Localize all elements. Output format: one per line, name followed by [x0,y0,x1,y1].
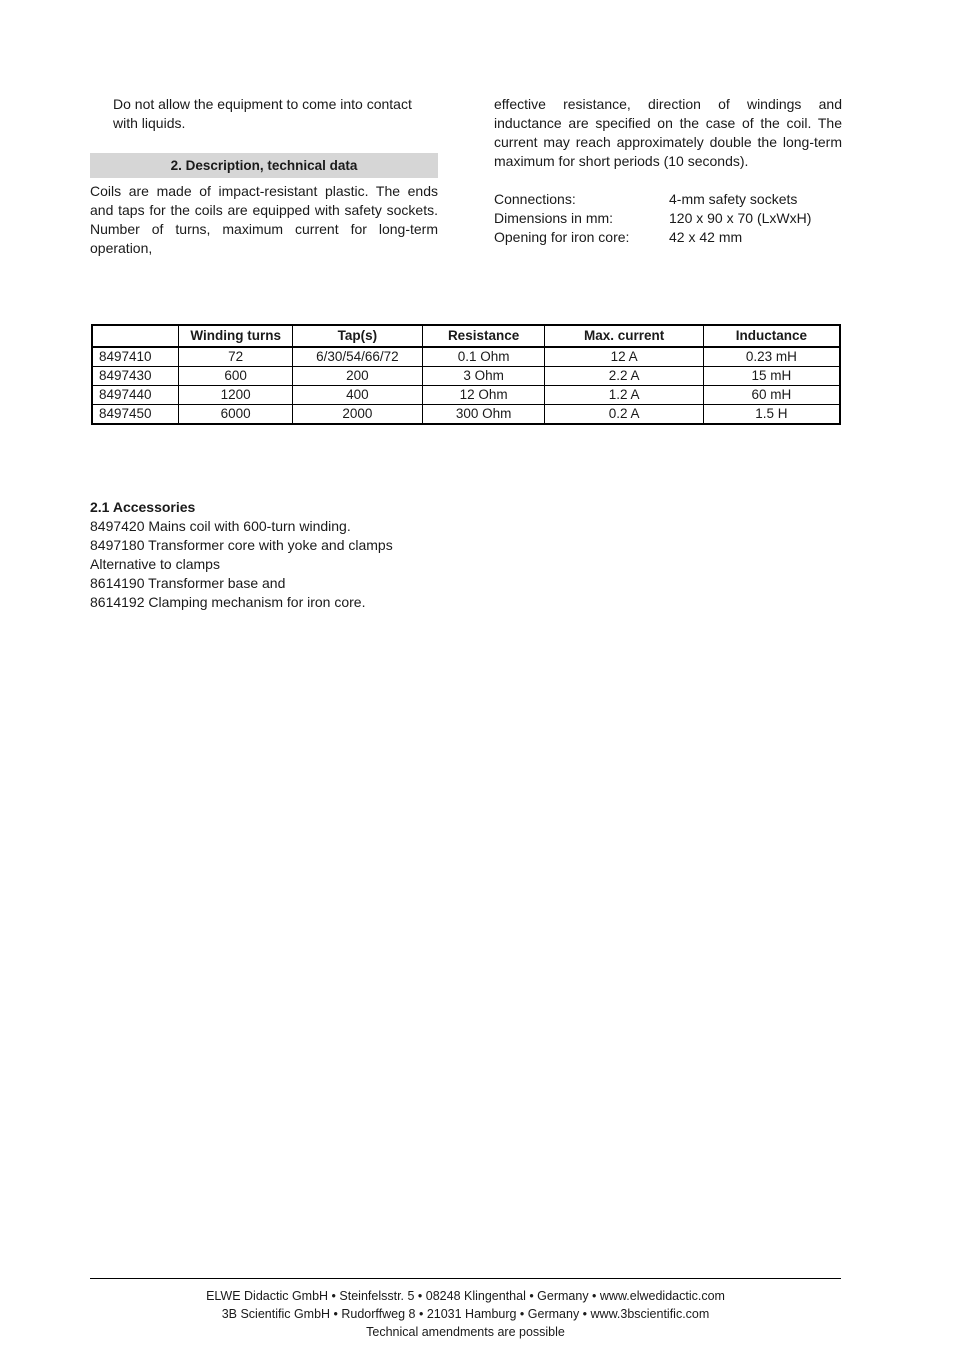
table-cell: 200 [293,367,423,386]
right-column [494,95,842,247]
table-cell: 3 Ohm [422,367,545,386]
column-header: Max. current [545,325,703,347]
description-continuation: effective resistance, direction of windings and inductance are specified on the case of the coil. The current may reach approximately double the long-term maximum for short periods (10 seconds). [494,96,842,169]
table-cell: 0.1 Ohm [422,347,545,367]
spec-row [494,228,811,247]
spec-value: 4-mm safety sockets [669,191,798,207]
footer [90,1287,841,1341]
table-header-row [92,325,840,347]
table-cell: 72 [179,347,293,367]
accessories-heading: 2.1 Accessories [90,499,196,515]
spec-label: Opening for iron core: [494,229,630,245]
table-cell: 8497430 [92,367,179,386]
table-cell: 1200 [179,386,293,405]
spec-value: 120 x 90 x 70 (LxWxH) [669,210,812,226]
table-cell: 2000 [293,405,423,425]
table-cell: 15 mH [703,367,840,386]
column-header: Inductance [703,325,840,347]
section-heading-description: 2. Description, technical data [90,153,438,178]
footer-line-amendments: Technical amendments are possible [366,1325,565,1339]
table-cell: 6/30/54/66/72 [293,347,423,367]
accessory-item: 8614190 Transformer base and [90,575,286,591]
table-row [92,386,840,405]
column-header: Tap(s) [293,325,423,347]
accessory-item: 8497180 Transformer core with yoke and clamps [90,537,393,553]
column-header: Winding turns [179,325,293,347]
footer-line-3b: 3B Scientific GmbH • Rudorffweg 8 • 21031 Hamburg • Germany • www.3bscientific.com [221,1307,710,1321]
left-column [90,95,438,258]
accessory-item: 8497420 Mains coil with 600-turn winding. [90,518,351,534]
table-row [92,405,840,425]
spec-list [494,190,811,247]
accessories-section [90,498,590,612]
table-cell: 12 Ohm [422,386,545,405]
coil-data-table [91,324,841,425]
table-cell: 60 mH [703,386,840,405]
column-header: Resistance [422,325,545,347]
table-cell: 12 A [545,347,703,367]
table-cell: 0.23 mH [703,347,840,367]
spec-row [494,209,811,228]
table-cell: 8497410 [92,347,179,367]
spec-row [494,190,811,209]
footer-line-elwe: ELWE Didactic GmbH • Steinfelsstr. 5 • 08248 Klingenthal • Germany • www.elwedidactic.com [206,1289,725,1303]
table-cell: 8497440 [92,386,179,405]
table-row [92,367,840,386]
description-paragraph: Coils are made of impact-resistant plastic. The ends and taps for the coils are equipped with safety sockets. Number of turns, maximum current for long-term operation, [90,183,438,256]
column-header [92,325,179,347]
table-cell: 8497450 [92,405,179,425]
table-row [92,347,840,367]
liquid-warning-text: Do not allow the equipment to come into contact with liquids. [113,96,412,131]
table-cell: 1.5 H [703,405,840,425]
table-cell: 0.2 A [545,405,703,425]
table-cell: 300 Ohm [422,405,545,425]
table-cell: 2.2 A [545,367,703,386]
accessory-item: 8614192 Clamping mechanism for iron core. [90,594,366,610]
spec-value: 42 x 42 mm [669,229,743,245]
table-cell: 600 [179,367,293,386]
footer-divider [90,1278,841,1279]
table-cell: 1.2 A [545,386,703,405]
accessory-item: Alternative to clamps [90,556,220,572]
spec-label: Dimensions in mm: [494,210,614,226]
table-cell: 6000 [179,405,293,425]
spec-label: Connections: [494,191,576,207]
table-cell: 400 [293,386,423,405]
